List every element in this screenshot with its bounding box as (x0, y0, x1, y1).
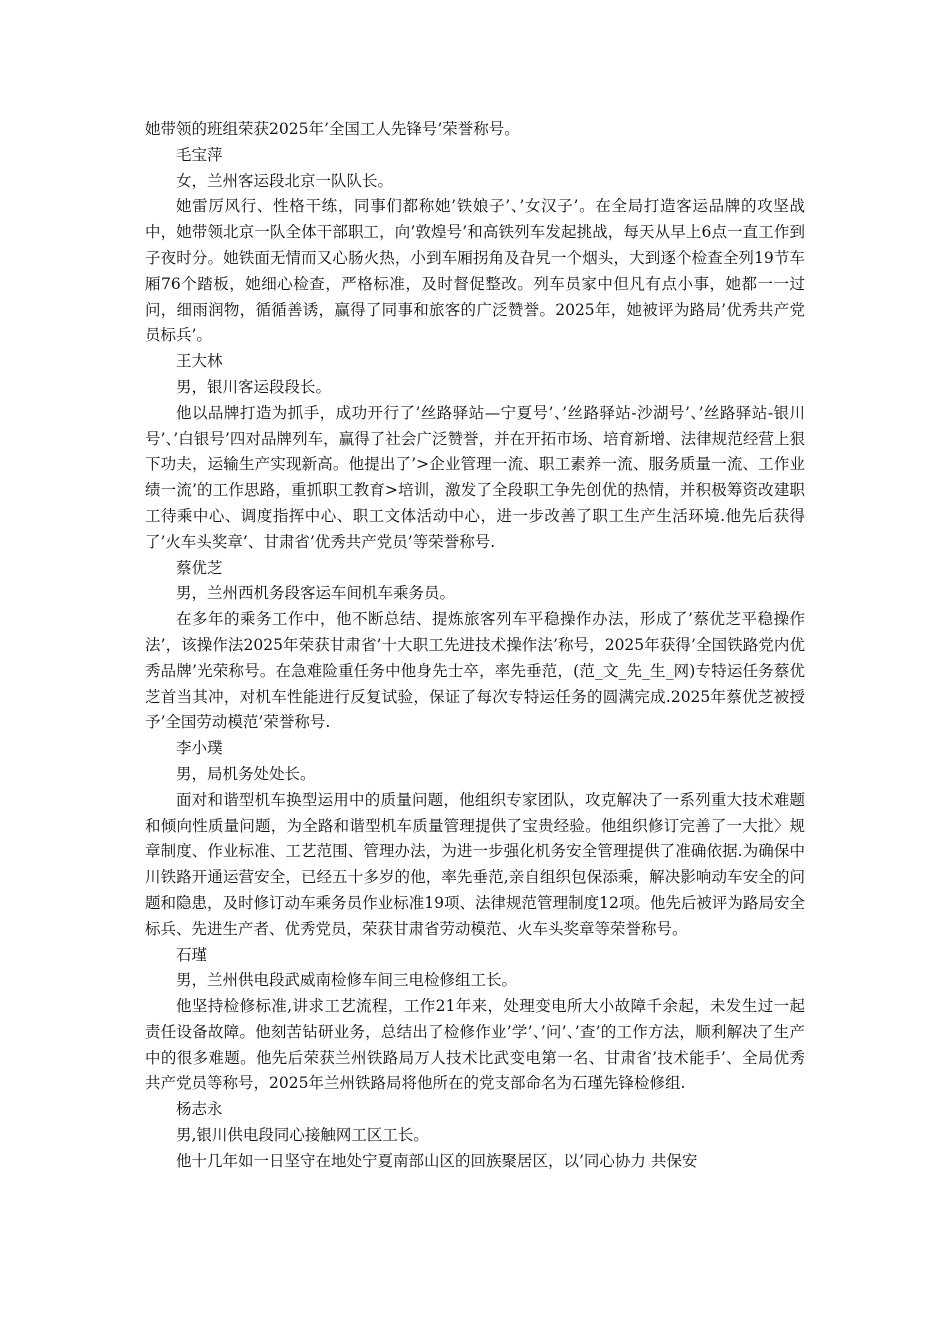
person-name-wang-dalin: 王大林 (176, 352, 223, 371)
document-page (145, 117, 805, 1175)
person-bio-yang-zhiyong: 他十几年如一日坚守在地处宁夏南部山区的回族聚居区，以’同心协力 共保安 (176, 1151, 698, 1170)
person-bio-wang-dalin: 他以品牌打造为抓手，成功开行了’丝路驿站—宁夏号’、’丝路驿站-沙湖号’、’丝路驿站-银川号’、’白银号’四对品牌列车，赢得了社会广泛赞誉，并在开拓市场、培育新增、法律规范经营上狠下功夫，运输生产实现新高。他提出了’>企业管理一流、职工素养一流、服务质量一流、工作业绩一流’的工作思路，重抓职工教育>培训，激发了全段职工争先创优的热情，并积极筹资改建职工待乘中心、调度指挥中心、职工文体活动中心，进一步改善了职工生产生活环境.他先后获得了’火车头奖章’、甘肃省’优秀共产党员’等荣誉称号. (145, 403, 805, 551)
person-name-shi-jin: 石瑾 (176, 945, 208, 964)
person-bio-li-xiaopu: 面对和谐型机车换型运用中的质量问题，他组织专家团队，攻克解决了一系列重大技术难题和倾向性质量问题，为全路和谐型机车质量管理提供了宝贵经验。他组织修订完善了一大批〉规章制度、作业标准、工艺范围、管理办法，为进一步强化机务安全管理提供了准确依据.为确保中川铁路开通运营安全，已经五十多岁的他，率先垂范,亲自组织包保添乘，解决影响动车安全的问题和隐患，及时修订动车乘务员作业标准19项、法律规范管理制度12项。他先后被评为路局安全标兵、先进生产者、优秀党员，荣获甘肃省劳动模范、火车头奖章等荣誉称号。 (145, 790, 805, 938)
person-title-yang-zhiyong: 男,银川供电段同心接触网工区工长。 (176, 1126, 429, 1145)
person-title-li-xiaopu: 男，局机务处处长。 (176, 764, 316, 783)
person-title-shi-jin: 男，兰州供电段武威南检修车间三电检修组工长。 (176, 971, 518, 990)
paragraph-1: 她带领的班组荣获2025年’全国工人先锋号’荣誉称号。 (145, 120, 520, 138)
person-name-li-xiaopu: 李小璞 (176, 739, 223, 758)
person-bio-shi-jin: 他坚持检修标准,讲求工艺流程，工作21年来，处理变电所大小故障千余起，未发生过一起责任设备故障。他刻苦钻研业务，总结出了检修作业’学’、’问’、’查’的工作方法，顺利解决了生产中的很多难题。他先后荣获兰州铁路局万人技术比武变电第一名、甘肃省’技术能手’、全局优秀共产党员等称号，2025年兰州铁路局将他所在的党支部命名为石瑾先锋检修组. (145, 997, 805, 1093)
person-title-cai-youzhi: 男，兰州西机务段客运车间机车乘务员。 (176, 584, 456, 603)
person-bio-cai-youzhi: 在多年的乘务工作中，他不断总结、提炼旅客列车平稳操作办法，形成了’蔡优芝平稳操作法’，该操作法2025年荣获甘肃省’十大职工先进技术操作法’称号，2025年获得’全国铁路党内优秀品牌’光荣称号。在急难险重任务中他身先士卒，率先垂范，(范_文_先_生_网)专特运任务蔡优芝首当其冲，对机车性能进行反复试验，保证了每次专特运任务的圆满完成.2025年蔡优芝被授予’全国劳动模范’荣誉称号. (145, 610, 805, 732)
person-name-yang-zhiyong: 杨志永 (176, 1100, 223, 1119)
person-name-cai-youzhi: 蔡优芝 (176, 558, 223, 577)
person-bio-mao-baoping: 她雷厉风行、性格干练，同事们都称她’铁娘子’、’女汉子’。在全局打造客运品牌的攻坚战中，她带领北京一队全体干部职工，向’敦煌号’和高铁列车发起挑战，每天从早上6点一直工作到子夜时分。她铁面无情而又心肠火热，小到车厢拐角及旮旯一个烟头，大到逐个检查全列19节车厢76个踏板，她细心检查，严格标准，及时督促整改。列车员家中但凡有点小事，她都一一过问，细雨润物，循循善诱，赢得了同事和旅客的广泛赞誉。2025年，她被评为路局’优秀共产党员标兵’。 (145, 197, 805, 345)
person-title-wang-dalin: 男，银川客运段段长。 (176, 377, 332, 396)
person-name-mao-baoping: 毛宝萍 (176, 145, 223, 164)
person-title-mao-baoping: 女，兰州客运段北京一队队长。 (176, 171, 394, 190)
